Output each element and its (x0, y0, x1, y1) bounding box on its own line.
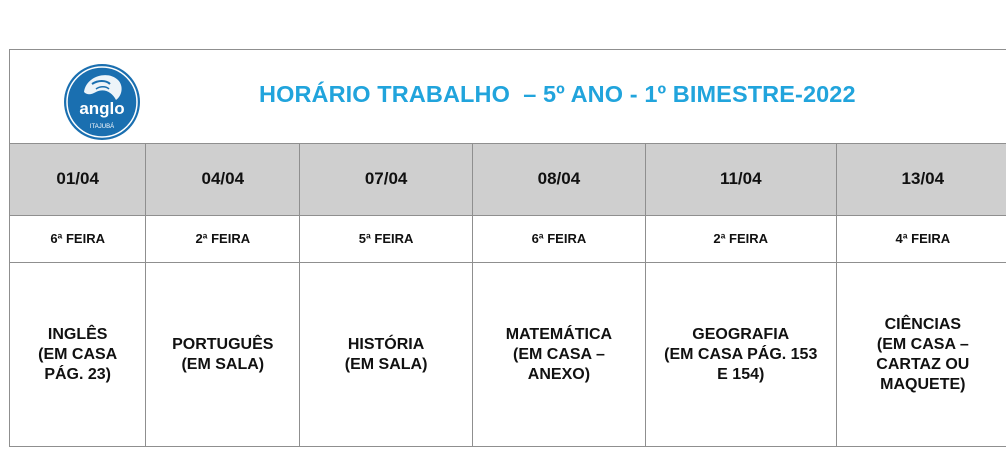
date-cell: 07/04 (300, 144, 473, 215)
weekday-cell: 5ª FEIRA (300, 215, 473, 262)
dates-row (10, 144, 1006, 215)
anglo-lion-logo-icon (62, 62, 142, 142)
subject-cell (836, 262, 1006, 447)
date-cell: 08/04 (472, 144, 645, 215)
weekday-cell: 4ª FEIRA (836, 215, 1006, 262)
subject-cell (10, 262, 146, 447)
subject-cell (472, 262, 645, 447)
schedule-document (9, 49, 1006, 447)
subject-note: (EM CASA – (512, 345, 605, 363)
weekday-cell: 2ª FEIRA (146, 215, 300, 262)
schedule-table (10, 144, 1006, 447)
subject-name: HISTÓRIA (347, 335, 425, 353)
subject-name: GEOGRAFIA (692, 325, 790, 343)
weekdays-row (10, 215, 1006, 262)
subject-name: PORTUGUÊS (172, 335, 274, 353)
subject-note: (EM CASA – (876, 335, 969, 353)
document-title: HORÁRIO TRABALHO – 5º ANO - 1º BIMESTRE-2022 (259, 81, 856, 107)
date-cell: 01/04 (10, 144, 146, 215)
subject-note: (EM CASA (38, 345, 118, 363)
subject-note: (EM CASA PÁG. 153 (664, 345, 818, 363)
date-cell: 04/04 (146, 144, 300, 215)
subject-cell (645, 262, 836, 447)
subject-cell (300, 262, 473, 447)
logo-brand-text: anglo (79, 99, 125, 118)
logo-sub-text: ITAJUBÁ (89, 124, 115, 130)
subject-note: E 154) (717, 365, 765, 383)
weekday-cell: 6ª FEIRA (10, 215, 146, 262)
subject-note: ANEXO) (527, 365, 591, 383)
subject-name: MATEMÁTICA (505, 325, 613, 343)
weekday-cell: 2ª FEIRA (645, 215, 836, 262)
subject-note: PÁG. 23) (44, 365, 111, 383)
subject-name: CIÊNCIAS (884, 315, 962, 333)
subject-note: MAQUETE) (880, 375, 966, 393)
document-header (10, 50, 1006, 144)
subject-note: (EM SALA) (344, 355, 428, 373)
subject-note: CARTAZ OU (876, 355, 970, 373)
subject-name: INGLÊS (47, 325, 108, 343)
weekday-cell: 6ª FEIRA (472, 215, 645, 262)
subject-note: (EM SALA) (181, 355, 265, 373)
subject-cell (146, 262, 300, 447)
date-cell: 13/04 (836, 144, 1006, 215)
subjects-row (10, 262, 1006, 447)
date-cell: 11/04 (645, 144, 836, 215)
